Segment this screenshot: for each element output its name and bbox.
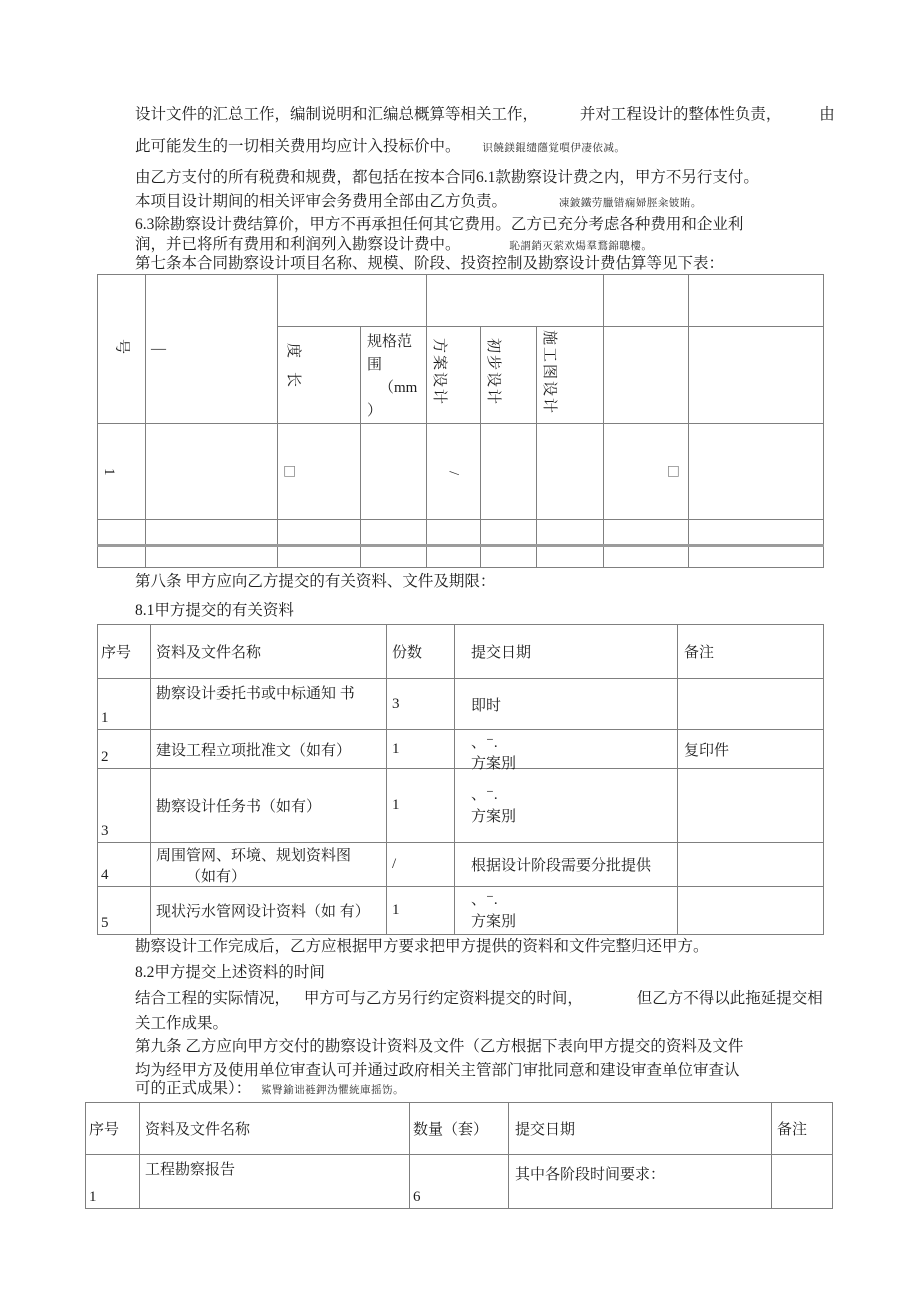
t2-header-count: 份数 — [387, 625, 455, 679]
spec-range-line2: 围 — [367, 357, 383, 373]
section-8-2-body-line-2: 关工作成果。 — [135, 1015, 229, 1032]
t3-header-note: 备注 — [772, 1103, 833, 1155]
t3-header-no: 序号 — [86, 1103, 140, 1155]
t1-empty-cell — [146, 520, 278, 546]
t1-construction-drawing-header-cell — [537, 327, 604, 424]
t1-length-header-cell — [278, 327, 361, 424]
t1-empty-cell — [604, 327, 689, 424]
t1-data-row-1 — [98, 424, 824, 520]
date-line-2: 方案別 — [471, 913, 517, 930]
t3-r1-no: 1 — [86, 1155, 140, 1209]
t2-r4-date: 根据设计阶段需要分批提供 — [455, 843, 678, 887]
date-line-1: 、⁻. — [471, 786, 498, 803]
t1-empty-cell — [146, 546, 278, 568]
t2-r2-note: 复印件 — [678, 730, 824, 769]
t2-r4-count: / — [387, 843, 455, 887]
t1-row1-box-cell — [604, 424, 689, 520]
t1-col-no-header-cell — [98, 275, 146, 424]
t2-r3-count: 1 — [387, 769, 455, 843]
spec-range-line4: ） — [367, 403, 383, 419]
t2-r1-count: 3 — [387, 679, 455, 730]
project-summary-table — [97, 274, 824, 568]
date-line-2: 方案別 — [471, 756, 517, 772]
t1-empty-cell — [278, 520, 361, 546]
date-line-1: 、⁻. — [471, 735, 498, 751]
intro-line-5: 6.3除勘察设计费结算价，甲方不再承担任何其它费用。乙方已充分考虑各种费用和企业利 — [135, 216, 744, 233]
intro-line-4-text: 本项目设计期间的相关评审会务费用全部由乙方负责。 — [135, 193, 508, 210]
dash-glyph: — — [151, 340, 166, 357]
t1-empty-row — [98, 520, 824, 546]
t2-header-row — [98, 625, 824, 679]
t1-empty-cell — [689, 520, 824, 546]
t3-header-row — [86, 1103, 833, 1155]
t2-r3-date — [455, 769, 678, 843]
intro-line-1-text-2: 并对工程设计的整体性负责， — [579, 106, 782, 123]
t2-r5-no: 5 — [98, 887, 151, 935]
date-line-2: 方案別 — [471, 808, 517, 825]
t1-empty-cell — [537, 546, 604, 568]
intro-line-1-text-3: 由 — [819, 106, 835, 123]
t2-r2-no: 2 — [98, 730, 151, 769]
t2-r1-note — [678, 679, 824, 730]
garbled-text-3: 恥謂銷灭萦欢煬羣鶩錦聰樓。 — [509, 241, 653, 252]
t1-empty-cell — [146, 424, 278, 520]
date-two-lines — [455, 784, 677, 828]
rotated-no-label: 号 — [113, 338, 130, 354]
t1-row1-scheme-cell — [427, 424, 481, 520]
return-materials-text: 勘察设计工作完成后，乙方应根据甲方要求把甲方提供的资料和文件完整归还甲方。 — [135, 938, 709, 955]
rotated-length-label: 度长 — [285, 343, 301, 402]
s82-text-a: 结合工程的实际情况， — [135, 990, 291, 1007]
missing-glyph-box: □ — [283, 463, 297, 479]
date-two-lines — [455, 889, 677, 933]
t2-header-note: 备注 — [678, 625, 824, 679]
t1-empty-row-2 — [98, 546, 824, 568]
rotated-construction-drawing-label: 施工图设计 — [541, 329, 557, 415]
t1-dash-cell — [146, 275, 278, 424]
t3-header-date: 提交日期 — [509, 1103, 772, 1155]
t2-r3-note — [678, 769, 824, 843]
t1-empty-cell — [689, 275, 824, 327]
t1-empty-cell — [98, 546, 146, 568]
article-9-body-line-3 — [135, 1078, 404, 1102]
intro-line-3: 由乙方支付的所有税费和规费，都包括在按本合同6.1款勘察设计费之内，甲方不另行支付。 — [135, 169, 759, 186]
name-line-1: 周围管网、环境、规划资料图 — [156, 847, 352, 864]
intro-line-2 — [135, 136, 625, 160]
t2-r1-name: 勘察设计委托书或中标通知 书 — [151, 679, 387, 730]
intro-line-2-text: 此可能发生的一切相关费用均应计入投标价中。 — [135, 138, 461, 155]
missing-glyph-box: □ — [666, 463, 681, 479]
section-8-2-body-line-1 — [135, 988, 823, 1010]
s82-text-c: 但乙方不得以此拖延提交相 — [636, 990, 823, 1007]
t2-header-name: 资料及文件名称 — [151, 625, 387, 679]
t2-row-3 — [98, 769, 824, 843]
t2-row-1 — [98, 679, 824, 730]
section-8-1-heading: 8.1甲方提交的有关资料 — [135, 602, 294, 619]
t3-row-1 — [86, 1155, 833, 1209]
t3-r1-note — [772, 1155, 833, 1209]
t1-empty-cell — [278, 546, 361, 568]
t1-empty-cell — [537, 424, 604, 520]
t1-empty-cell — [689, 424, 824, 520]
t2-r1-date: 即时 — [455, 679, 678, 730]
article-7-heading: 第七条本合同勘察设计项目名称、规模、阶段、投资控制及勘察设计费估算等见下表： — [135, 255, 725, 272]
name-line-2: （如有） — [186, 868, 247, 885]
t3-r1-count: 6 — [410, 1155, 509, 1209]
t2-row-4 — [98, 843, 824, 887]
t1-empty-cell — [481, 546, 537, 568]
t2-r1-no: 1 — [98, 679, 151, 730]
intro-line-1-text: 设计文件的汇总工作，编制说明和汇编总概算等相关工作， — [135, 106, 539, 123]
garbled-text-1: 识饒鎂錕缱蘟覚嘪伊凄依减。 — [482, 143, 626, 154]
t1-empty-cell — [481, 424, 537, 520]
t1-preliminary-design-header-cell — [481, 327, 537, 424]
t2-r2-name: 建设工程立项批准文（如有） — [151, 730, 387, 769]
s82-text-b: 甲方可与乙方另行约定资料提交的时间， — [303, 990, 583, 1007]
t1-empty-cell — [689, 327, 824, 424]
t1-spec-range-header-cell — [361, 327, 427, 424]
party-a-materials-table — [97, 624, 824, 935]
date-line-1: 、⁻. — [471, 891, 498, 908]
date-two-lines-clipped — [455, 733, 677, 772]
t2-r4-note — [678, 843, 824, 887]
t1-empty-merged-cell — [278, 275, 427, 327]
intro-line-4 — [135, 191, 702, 215]
garbled-text-2: 凍鈹鐵劳臘错痫婦脛籴铍賄。 — [558, 198, 702, 209]
party-b-deliverables-table — [85, 1102, 833, 1209]
t2-r5-name: 现状污水管网设计资料（如 有） — [151, 887, 387, 935]
rotated-scheme-design-label: 方案设计 — [431, 338, 447, 407]
t2-header-date: 提交日期 — [455, 625, 678, 679]
t1-empty-cell — [689, 546, 824, 568]
t3-header-count: 数量（套） — [410, 1103, 509, 1155]
rotated-row-number: 1 — [101, 467, 117, 475]
t2-r3-no: 3 — [98, 769, 151, 843]
t1-empty-merged-cell-2 — [427, 275, 604, 327]
t2-r3-name: 勘察设计任务书（如有） — [151, 769, 387, 843]
rotated-slash-glyph: / — [445, 470, 462, 475]
garbled-text-4: 鯊臀鍮诎裢鉀沩懼統庫摇饬。 — [261, 1085, 405, 1096]
t1-empty-cell — [361, 520, 427, 546]
t3-r1-date: 其中各阶段时间要求： — [509, 1155, 772, 1209]
spec-range-line3: （mm — [379, 380, 418, 396]
rotated-preliminary-design-label: 初步设计 — [485, 338, 501, 407]
t2-r5-note — [678, 887, 824, 935]
t3-header-name: 资料及文件名称 — [140, 1103, 410, 1155]
article-8-heading: 第八条 甲方应向乙方提交的有关资料、文件及期限： — [135, 573, 496, 590]
t2-r4-no: 4 — [98, 843, 151, 887]
t2-r2-date — [455, 730, 678, 772]
a9-text: 可的正式成果）： — [135, 1080, 252, 1097]
t1-empty-cell — [604, 546, 689, 568]
t1-row1-length-cell — [278, 424, 361, 520]
t1-empty-cell — [481, 520, 537, 546]
t1-empty-cell — [98, 520, 146, 546]
t2-r4-name — [151, 843, 387, 887]
t1-empty-cell — [604, 520, 689, 546]
t2-r5-count: 1 — [387, 887, 455, 935]
article-9-heading: 第九条 乙方应向甲方交付的勘察设计资料及文件（乙方根据下表向甲方提交的资料及文件 — [135, 1038, 744, 1055]
t1-empty-cell — [361, 546, 427, 568]
t2-r2-count: 1 — [387, 730, 455, 769]
t2-row-2 — [98, 730, 824, 769]
intro-line-6-text: 润，并已将所有费用和利润列入勘察设计费中。 — [135, 236, 461, 253]
t1-header-row-a — [98, 275, 824, 327]
t1-empty-cell — [361, 424, 427, 520]
intro-line-1 — [135, 104, 835, 126]
spec-range-line1: 规格范 — [367, 334, 413, 350]
t1-empty-cell — [427, 520, 481, 546]
t1-empty-cell — [427, 546, 481, 568]
t1-scheme-design-header-cell — [427, 327, 481, 424]
t1-empty-cell — [604, 275, 689, 327]
t2-header-no: 序号 — [98, 625, 151, 679]
t2-r5-date — [455, 887, 678, 935]
t1-empty-cell — [537, 520, 604, 546]
t3-r1-name: 工程勘察报告 — [140, 1155, 410, 1209]
t2-row-5 — [98, 887, 824, 935]
section-8-2-heading: 8.2甲方提交上述资料的时间 — [135, 964, 325, 981]
article-9-body-line-2: 均为经甲方及使用单位审查认可并通过政府相关主管部门审批同意和建设审查单位审查认 — [135, 1062, 740, 1079]
t1-row1-no-cell — [98, 424, 146, 520]
